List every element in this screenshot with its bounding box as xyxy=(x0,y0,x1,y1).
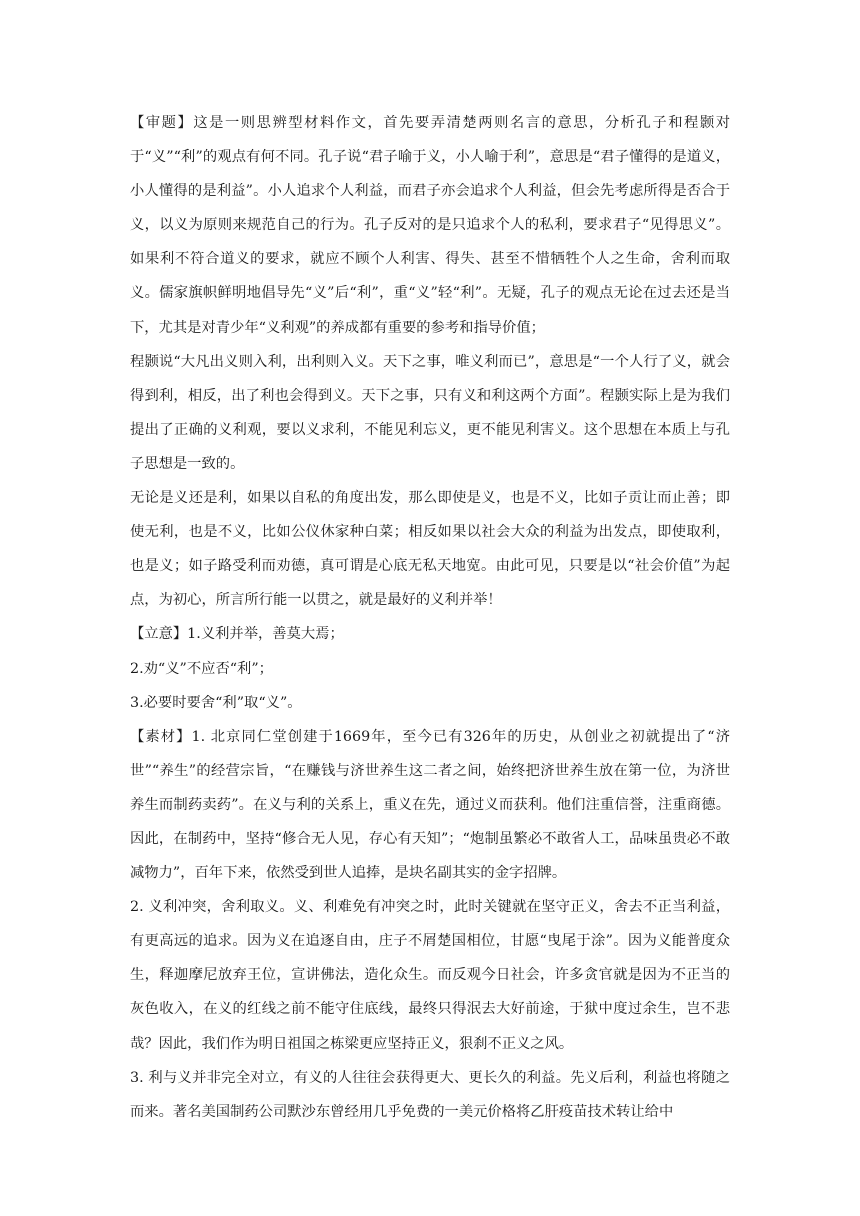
paragraph-liyi-3: 3.必要时要舍“利”取“义”。 xyxy=(130,694,302,711)
paragraph-chenghao: 程颢说“大凡出义则入利，出利则入义。天下之事，唯义利而已”，意思是“一个人行了义，就会得到利，相反，出了利也会得到义。天下之事，只有义和利这两个方面”。程颢实际上是为我们提出了正确的义利观，要以义求利，不能见利忘义，更不能见利害义。这个思想在本质上与孔子思想是一致的。 xyxy=(130,353,730,472)
paragraph-sucai-1: 【素材】1. 北京同仁堂创建于1669年，至今已有326年的历史，从创业之初就提出了“济世”“养生”的经营宗旨，“在赚钱与济世养生这二者之间，始终把济世养生放在第一位，为济世养生而制药卖药”。在义与利的关系上，重义在先，通过义而获利。他们注重信誉，注重商德。因此，在制药中，坚持“修合无人见，存心有天知”；“炮制虽繁必不敢省人工，品味虽贵必不敢减物力”，百年下来，依然受到世人追捧，是块名副其实的金字招牌。 xyxy=(130,728,730,882)
paragraph-liyi-2: 2.劝“义”不应否“利”； xyxy=(130,660,273,677)
paragraph-liyi-1: 【立意】1.义利并举，善莫大焉； xyxy=(130,626,344,643)
paragraph-sucai-3: 3. 利与义并非完全对立，有义的人往往会获得更大、更长久的利益。先义后利，利益也将随之而来。著名美国制药公司默沙东曾经用几乎免费的一美元价格将乙肝疫苗技术转让给中 xyxy=(130,1069,730,1120)
paragraph-analysis: 无论是义还是利，如果以自私的角度出发，那么即使是义，也是不义，比如子贡让而止善；即使无利，也是不义，比如公仪休家种白菜；相反如果以社会大众的利益为出发点，即使取利，也是义；如子路受利而劝德，真可谓是心底无私天地宽。由此可见，只要是以“社会价值”为起点，为初心，所言所行能一以贯之，就是最好的义利并举！ xyxy=(130,490,730,609)
paragraph-shenti: 【审题】这是一则思辨型材料作文，首先要弄清楚两则名言的意思，分析孔子和程颢对于“义”“利”的观点有何不同。孔子说“君子喻于义，小人喻于利”，意思是“君子懂得的是道义，小人懂得的是利益”。小人追求个人利益，而君子亦会追求个人利益，但会先考虑所得是否合于义，以义为原则来规范自己的行为。孔子反对的是只追求个人的私利，要求君子“见得思义”。如果利不符合道义的要求，就应不顾个人利害、得失、甚至不惜牺牲个人之生命，舍利而取义。儒家旗帜鲜明地倡导先“义”后“利”，重“义”轻“利”。无疑，孔子的观点无论在过去还是当下，尤其是对青少年“义利观”的养成都有重要的参考和指导价值； xyxy=(130,115,730,336)
document-body xyxy=(130,106,730,1129)
paragraph-sucai-2: 2. 义利冲突，舍利取义。义、利难免有冲突之时，此时关键就在坚守正义，舍去不正当利益，有更高远的追求。因为义在追逐自由，庄子不屑楚国相位，甘愿“曳尾于涂”。因为义能普度众生，释迦摩尼放弃王位，宣讲佛法，造化众生。而反观今日社会，许多贪官就是因为不正当的灰色收入，在义的红线之前不能守住底线，最终只得泯去大好前途，于狱中度过余生，岂不悲哉？因此，我们作为明日祖国之栋梁更应坚持正义，狠刹不正义之风。 xyxy=(130,899,730,1052)
